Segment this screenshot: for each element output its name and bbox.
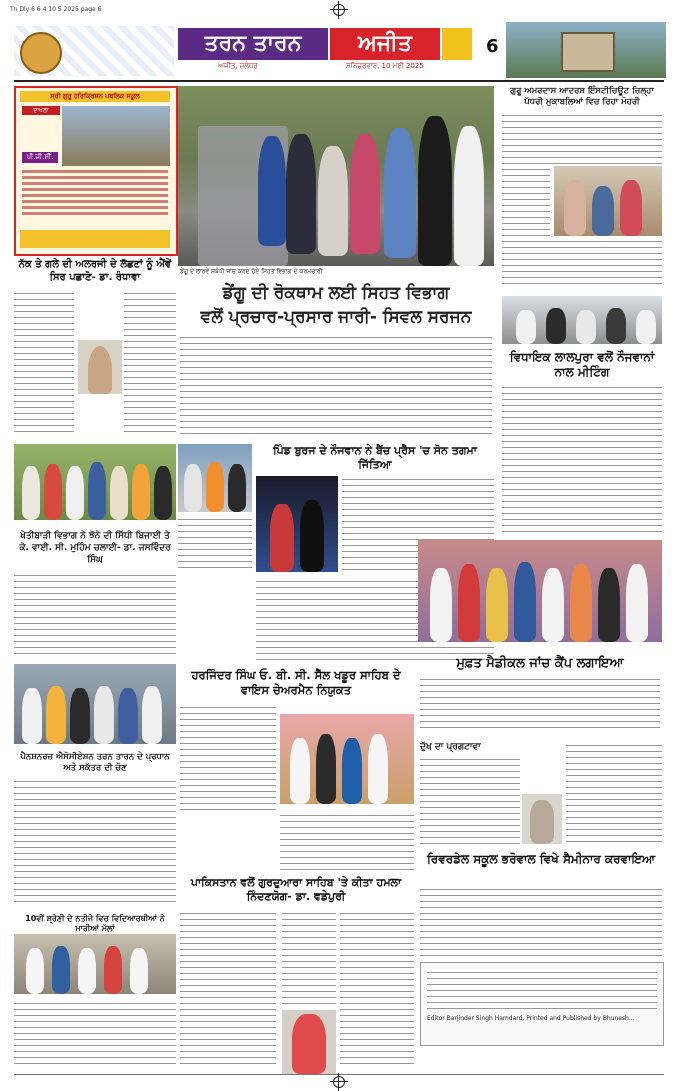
agriculture-photo[interactable] — [14, 444, 176, 520]
page-number: 6 — [486, 36, 499, 57]
main-photo-caption: ਡੇਂਗੂ ਦੇ ਲਾਰਵੇ ਸਬੰਧੀ ਜਾਂਚ ਕਰਦੇ ਹੋਏ ਸਿਹਤ ਵਿਭਾਗ ਦੇ ਕਰਮਚਾਰੀ — [180, 268, 323, 275]
right-top-text-3 — [502, 238, 662, 288]
left-text-3 — [14, 778, 176, 906]
right-text-3 — [420, 676, 660, 732]
right-meeting-photo[interactable] — [502, 296, 662, 344]
right-top-headline: ਗੁਰੂ ਅਮਰਦਾਸ ਆਦਰਸ਼ ਇੰਸਟੀਚਿਊਟ ਜ਼ਿਲ੍ਹਾ ਪੱਧਰੀ ਮੁਕਾਬਲਿਆਂ ਵਿਚ ਰਿਹਾ ਮੋਹਰੀ — [510, 86, 654, 107]
masthead-title-part1: ਤਰਨ ਤਾਰਨ — [178, 28, 328, 60]
center-headline-4: ਪਾਕਿਸਤਾਨ ਵਲੋਂ ਗੁਰਦੁਆਰਾ ਸਾਹਿਬ 'ਤੇ ਕੀਤਾ ਹਮਲਾ ਨਿੰਦਣਯੋਗ- ਡਾ. ਵਡੇਪੁਰੀ — [190, 876, 402, 903]
pensioners-photo[interactable] — [14, 664, 176, 744]
right-text-5 — [420, 886, 662, 956]
bottom-registration-mark-icon — [333, 1076, 345, 1088]
condolence-portrait[interactable] — [522, 794, 562, 844]
doctor-portrait-photo[interactable] — [78, 340, 122, 394]
left-headline-3: ਪੈਨਸ਼ਨਰਜ਼ ਐਸੋਸੀਏਸ਼ਨ ਤਰਨ ਤਾਰਨ ਦੇ ਪ੍ਰਧਾਨ ਅਤੇ ਸਕੱਤਰ ਦੀ ਚੋਣ — [20, 752, 170, 773]
main-photo[interactable] — [178, 86, 494, 266]
gate-image — [561, 32, 615, 72]
main-headline-line2: ਵਲੋਂ ਪ੍ਰਚਾਰ-ਪ੍ਰਸਾਰ ਜਾਰੀ- ਸਿਵਲ ਸਰਜਨ — [200, 307, 472, 327]
bottom-rule — [14, 1074, 664, 1075]
masthead-title-part2: ਅਜੀਤ — [330, 28, 440, 60]
right-headline-2: ਵਿਧਾਇਕ ਲਾਲਪੁਰਾ ਵਲੋਂ ਨੌਜਵਾਨਾਂ ਨਾਲ ਮੀਟਿੰਗ — [509, 350, 655, 379]
ad-text — [22, 170, 168, 226]
left-top-text — [14, 290, 74, 436]
ad-photo — [62, 106, 170, 166]
right-top-text — [502, 112, 662, 164]
masthead-color-block — [442, 28, 472, 60]
print-info-text: Tn Dly 6 6 4 10 5 2025 page 6 — [10, 6, 102, 13]
medical-camp-photo[interactable] — [418, 540, 662, 642]
masthead — [178, 26, 478, 76]
masthead-subtitle: ਅਜੀਤ, ਜਲੰਧਰ — [218, 62, 258, 70]
masthead-right-photo — [506, 22, 666, 78]
registration-mark-icon — [333, 4, 345, 16]
center-text-3b — [280, 812, 414, 870]
left-top-text-2 — [124, 290, 176, 436]
left-top-headline: ਨੱਕ ਤੇ ਗਲੇ ਦੀ ਅਲਰਜੀ ਦੇ ਲੱਛਣਾਂ ਨੂੰ ਐਂਵੇਂ ਸਿਰ ਪਛਾਣੋ- ਡਾ. ਰੰਧਾਵਾ — [18, 259, 172, 283]
wadepuri-portrait[interactable] — [282, 1010, 336, 1074]
right-top-photo[interactable] — [554, 166, 662, 236]
masthead-left-banner — [14, 26, 174, 76]
left-text-2 — [14, 572, 176, 658]
center-text-3 — [180, 704, 276, 812]
emblem-icon — [20, 32, 62, 74]
imprint-text: Editor Barjinder Singh Hamdard, Printed and Published by Bhunesh... — [427, 1015, 635, 1022]
ad-header: ਸ੍ਰੀ ਗੁਰੂ ਹਰਿਕ੍ਰਿਸ਼ਨ ਪਬਲਿਕ ਸਕੂਲ — [20, 91, 170, 102]
right-text-4 — [420, 756, 520, 848]
right-text-2 — [502, 384, 662, 534]
left-headline-4: 10ਵੀਂ ਸ਼੍ਰੇਣੀ ਦੇ ਨਤੀਜੇ ਵਿਚ ਵਿਦਿਆਰਥੀਆਂ ਨੇ ਮਾਰੀਆਂ ਮੱਲਾਂ — [25, 914, 165, 933]
school-advertisement[interactable] — [14, 86, 178, 256]
students-photo[interactable] — [14, 934, 176, 994]
center-headline-3: ਹਰਜਿੰਦਰ ਸਿੰਘ ਓ. ਬੀ. ਸੀ. ਸੈੱਲ ਖਡੂਰ ਸਾਹਿਬ ਦੇ ਵਾਇਸ ਚੇਅਰਮੈਨ ਨਿਯੁਕਤ — [191, 668, 401, 697]
right-text-4b — [566, 742, 662, 846]
appointment-photo[interactable] — [280, 714, 414, 804]
center-text-4 — [180, 910, 276, 1066]
right-headline-3: ਮੁਫ਼ਤ ਮੈਡੀਕਲ ਜਾਂਚ ਕੈਂਪ ਲਗਾਇਆ — [456, 656, 624, 671]
right-top-text-2 — [502, 166, 550, 236]
bench-press-photo[interactable] — [256, 476, 338, 572]
main-headline-line1: ਡੇਂਗੂ ਦੀ ਰੋਕਥਾਮ ਲਈ ਸਿਹਤ ਵਿਭਾਗ — [222, 283, 450, 303]
imprint-box — [420, 962, 664, 1046]
right-headline-4: ਦੁੱਖ ਦਾ ਪ੍ਰਗਟਾਵਾ — [420, 742, 481, 752]
mid-headline: ਪਿੰਡ ਬੁਰਜ ਦੇ ਨੌਜਵਾਨ ਨੇ ਬੈਂਚ ਪ੍ਰੈੱਸ 'ਚ ਸੋਨ ਤਗਮਾ ਜਿੱਤਿਆ — [273, 444, 477, 471]
event-photo[interactable] — [178, 444, 252, 512]
center-text-4c — [282, 910, 336, 1006]
left-headline-2: ਖੇਤੀਬਾੜੀ ਵਿਭਾਗ ਨੇ ਝੋਨੇ ਦੀ ਸਿੱਧੀ ਬਿਜਾਈ ਤੇ ਕੇ. ਵਾਈ. ਸੀ. ਮੁਹਿੰਮ ਚਲਾਈ- ਡਾ. ਜਸਵਿੰਦਰ ਸਿੰਘ — [19, 531, 171, 565]
ad-tag: ਪੀ.ਜੀ.ਸੀ. — [22, 152, 58, 163]
right-headline-5: ਰਿਵਰਡੇਲ ਸਕੂਲ ਭਰੋਵਾਲ ਵਿਖੇ ਸੈਮੀਨਾਰ ਕਰਵਾਇਆ — [426, 852, 656, 866]
center-text-4b — [340, 910, 414, 1066]
ad-footer-band — [20, 230, 170, 248]
masthead-date: ਸ਼ਨਿਚਰਵਾਰ, 10 ਮਈ 2025 — [346, 62, 424, 70]
main-article-text — [180, 334, 492, 438]
mid-text-left — [178, 516, 252, 572]
left-text-4 — [14, 1000, 176, 1066]
masthead-rule — [14, 80, 664, 82]
ad-label: ਦਾਖਲਾ — [22, 106, 60, 115]
